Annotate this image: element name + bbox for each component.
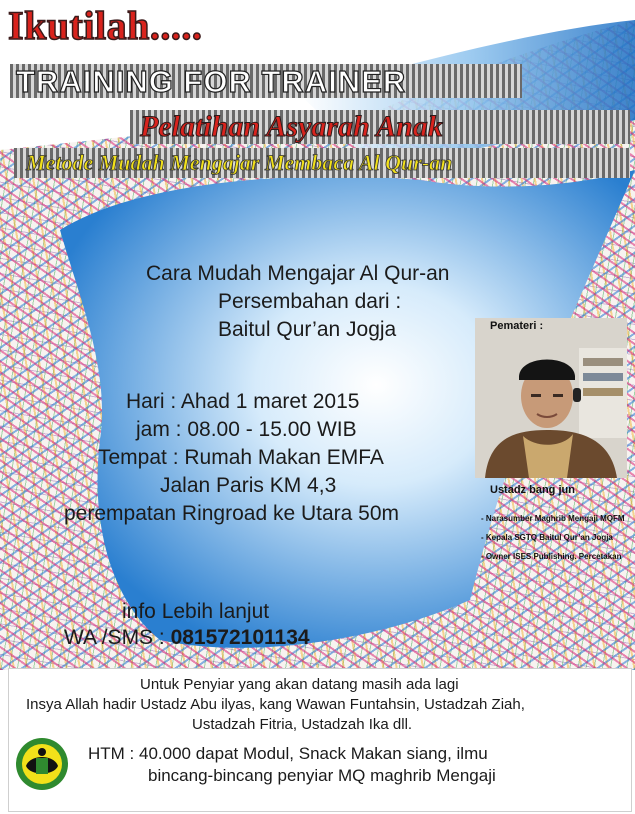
- htm-line-2: bincang-bincang penyiar MQ maghrib Mengaji: [148, 766, 496, 785]
- speaker-photo: [475, 318, 627, 478]
- event-place: Tempat : Rumah Makan EMFA: [98, 446, 384, 469]
- footer-line-2: Insya Allah hadir Ustadz Abu ilyas, kang Wawan Funtahsin, Ustadzah Ziah,: [26, 696, 525, 713]
- event-address-2: perempatan Ringroad ke Utara 50m: [64, 502, 400, 525]
- htm-line-1: HTM : 40.000 dapat Modul, Snack Makan siang, ilmu: [88, 744, 488, 763]
- invite-heading: Ikutilah.....: [8, 3, 203, 48]
- intro-line-3: Baitul Qur’an Jogja: [218, 318, 397, 341]
- speaker-role-1: - Narasumber Maghrib Mengaji MQFM: [481, 514, 625, 523]
- contact-info: info Lebih lanjut: [122, 600, 270, 623]
- contact-phone: 081572101134: [170, 626, 310, 649]
- event-time: jam : 08.00 - 15.00 WIB: [136, 418, 357, 441]
- organization-logo: [14, 736, 70, 792]
- event-address-1: Jalan Paris KM 4,3: [160, 474, 337, 497]
- tagline: Metode Mudah Mengajar Membaca Al Qur-an: [26, 150, 453, 175]
- contact-line: [64, 626, 310, 650]
- subtitle: Pelatihan Asyarah Anak: [140, 110, 443, 143]
- footer-line-1: Untuk Penyiar yang akan datang masih ada lagi: [140, 676, 459, 693]
- intro-line-2: Persembahan dari :: [218, 290, 402, 313]
- speaker-name: Ustadz bang jun: [490, 484, 575, 496]
- contact-label: WA /SMS :: [64, 626, 171, 649]
- speaker-role-2: - Kepala SGTQ Baitul Qur’an Jogja: [481, 533, 613, 542]
- speaker-role-3: - Owner ISES Publishing. Percetakan: [481, 552, 622, 561]
- speaker-label: Pemateri :: [490, 320, 544, 332]
- event-day: Hari : Ahad 1 maret 2015: [126, 390, 360, 413]
- main-title: TRAINING FOR TRAINER: [16, 64, 407, 99]
- intro-line-1: Cara Mudah Mengajar Al Qur-an: [146, 262, 450, 285]
- footer-line-3: Ustadzah Fitria, Ustadzah Ika dll.: [192, 716, 413, 733]
